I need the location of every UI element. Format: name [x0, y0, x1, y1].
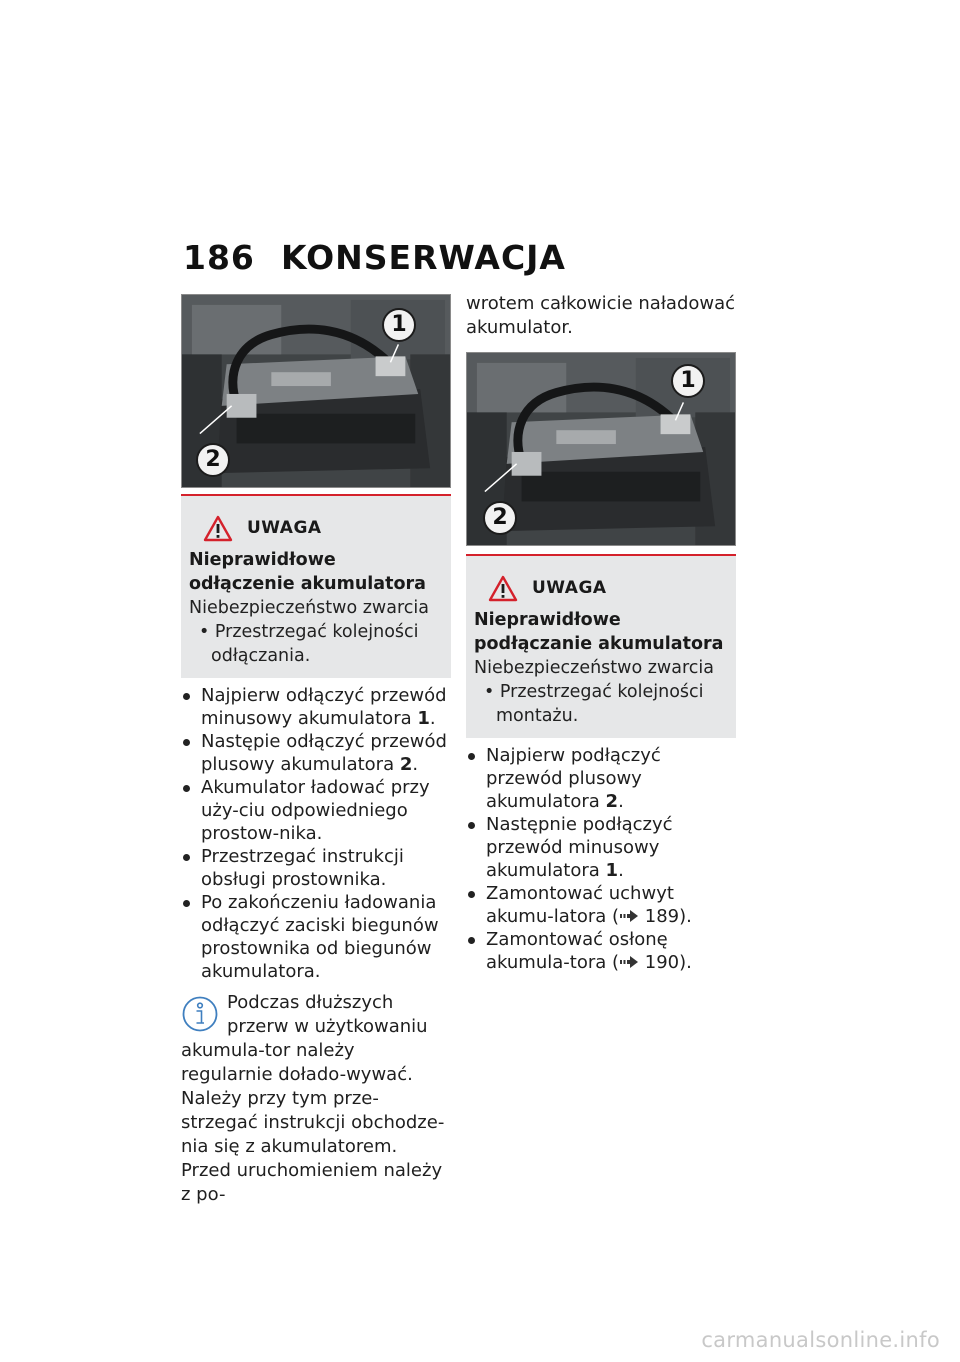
info-icon	[181, 995, 219, 1033]
warning-box	[466, 554, 736, 738]
list-item: Najpierw odłączyć przewód minusowy akumulatora 1.	[181, 684, 451, 730]
list-item: Następnie podłączyć przewód minusowy akumulatora 1.	[466, 813, 736, 882]
battery-disconnect-figure	[181, 294, 451, 488]
page-reference-arrow-icon	[619, 909, 639, 923]
warning-triangle-icon	[488, 575, 518, 602]
warning-title: Nieprawidłowe podłączanie akumulatora	[474, 610, 724, 654]
callout-2: 2	[196, 443, 230, 477]
warning-box	[181, 494, 451, 678]
warning-text: Niebezpieczeństwo zwarcia	[189, 598, 429, 618]
warning-header	[203, 514, 443, 542]
disconnect-steps	[181, 684, 451, 983]
right-column	[466, 292, 736, 974]
warning-bullet: • Przestrzegać kolejności odłączania.	[189, 620, 443, 668]
list-item: Najpierw podłączyć przewód plusowy akumulatora 2.	[466, 744, 736, 813]
list-item: Zamontować uchwyt akumu-latora ( 189).	[466, 882, 736, 928]
list-item: Po zakończeniu ładowania odłączyć zaciski biegunów prostownika od biegunów akumulatora.	[181, 891, 451, 983]
warning-label: UWAGA	[247, 518, 322, 538]
list-item: Akumulator ładować przy uży-ciu odpowiedniego prostow-nika.	[181, 776, 451, 845]
continuation-paragraph: wrotem całkowicie naładować akumulator.	[466, 293, 736, 338]
page-reference[interactable]: 189	[644, 906, 680, 927]
warning-label: UWAGA	[532, 578, 607, 598]
list-item: Zamontować osłonę akumula-tora ( 190).	[466, 928, 736, 974]
section-title: KONSERWACJA	[281, 238, 566, 277]
page-header	[183, 238, 566, 277]
warning-triangle-icon	[203, 515, 233, 542]
page-reference[interactable]: 190	[644, 952, 680, 973]
info-note-text: Podczas dłuższych przerw w użytkowaniu akumula-tor należy regularnie dołado-wywać. Należy przy tym prze-strzegać instrukcji obchodze-nia się z akumulatorem. Przed uruchomieniem należy z po-	[181, 992, 445, 1205]
connect-steps	[466, 744, 736, 974]
list-item: Następie odłączyć przewód plusowy akumulatora 2.	[181, 730, 451, 776]
list-item: Przestrzegać instrukcji obsługi prostownika.	[181, 845, 451, 891]
warning-title: Nieprawidłowe odłączenie akumulatora	[189, 550, 426, 594]
battery-connect-figure	[466, 352, 736, 546]
callout-1: 1	[382, 308, 416, 342]
left-column	[181, 294, 451, 1207]
callout-2: 2	[483, 501, 517, 535]
callout-1: 1	[671, 364, 705, 398]
info-note	[181, 991, 451, 1207]
warning-bullet: • Przestrzegać kolejności montażu.	[474, 680, 728, 728]
watermark: carmanualsonline.info	[701, 1328, 940, 1352]
page-reference-arrow-icon	[619, 955, 639, 969]
page-number: 186	[183, 238, 255, 277]
warning-text: Niebezpieczeństwo zwarcia	[474, 658, 714, 678]
warning-header	[488, 574, 728, 602]
